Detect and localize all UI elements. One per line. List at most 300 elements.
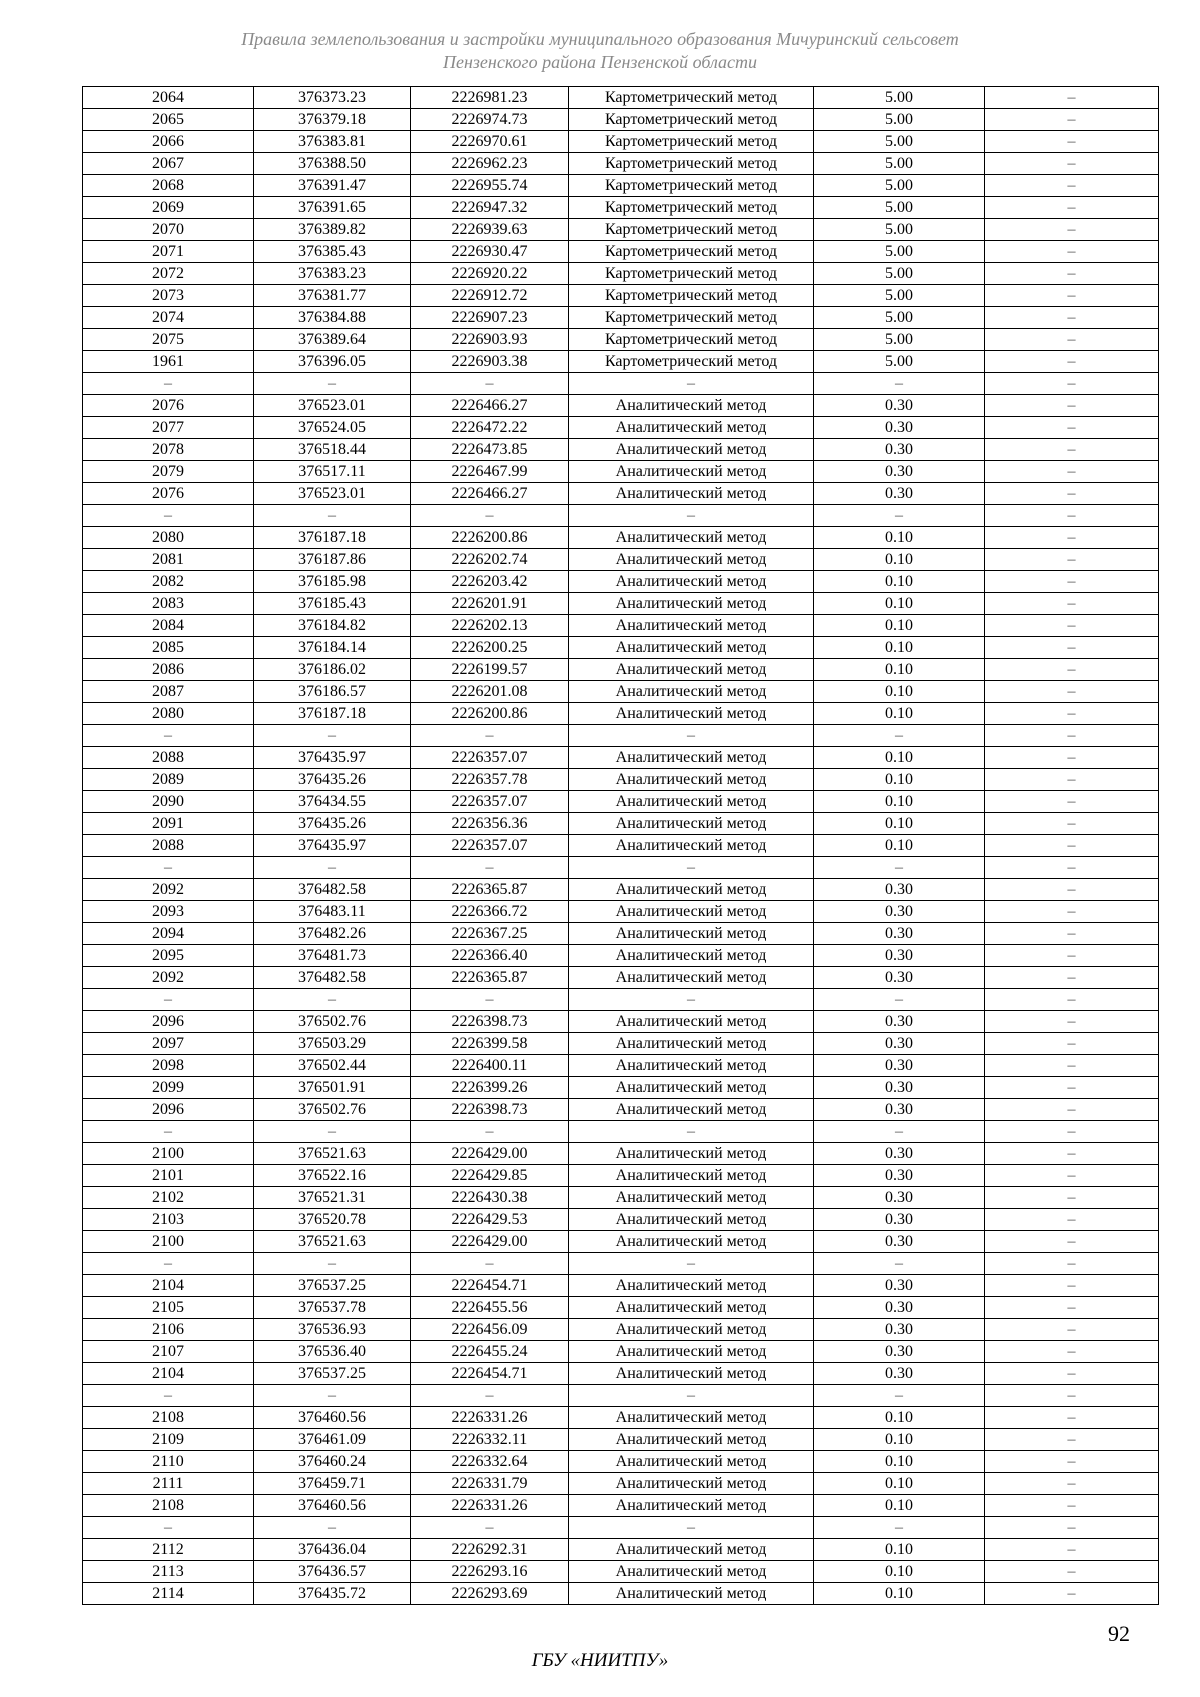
- accuracy-cell: 5.00: [814, 197, 985, 219]
- table-row: [83, 637, 1159, 659]
- note-cell: –: [985, 1275, 1159, 1297]
- accuracy-cell: 0.30: [814, 1099, 985, 1121]
- x-coordinate-cell: 376537.25: [254, 1363, 411, 1385]
- table-row: [83, 1451, 1159, 1473]
- y-coordinate-cell: 2226903.38: [411, 351, 569, 373]
- y-coordinate-cell: –: [411, 1253, 569, 1275]
- x-coordinate-cell: 376518.44: [254, 439, 411, 461]
- table-row: [83, 857, 1159, 879]
- method-cell: Аналитический метод: [569, 813, 814, 835]
- accuracy-cell: 0.30: [814, 1319, 985, 1341]
- method-cell: Аналитический метод: [569, 1473, 814, 1495]
- table-row: [83, 1583, 1159, 1605]
- point-number-cell: 2103: [83, 1209, 254, 1231]
- point-number-cell: –: [83, 373, 254, 395]
- method-cell: Аналитический метод: [569, 1165, 814, 1187]
- table-row: [83, 1275, 1159, 1297]
- accuracy-cell: 0.30: [814, 1341, 985, 1363]
- accuracy-cell: 5.00: [814, 285, 985, 307]
- accuracy-cell: 0.10: [814, 1451, 985, 1473]
- x-coordinate-cell: 376187.18: [254, 527, 411, 549]
- accuracy-cell: 0.10: [814, 703, 985, 725]
- accuracy-cell: 0.30: [814, 901, 985, 923]
- note-cell: –: [985, 659, 1159, 681]
- method-cell: Аналитический метод: [569, 1363, 814, 1385]
- table-row: [83, 505, 1159, 527]
- y-coordinate-cell: 2226429.00: [411, 1143, 569, 1165]
- note-cell: –: [985, 1385, 1159, 1407]
- x-coordinate-cell: 376184.14: [254, 637, 411, 659]
- table-row: [83, 1495, 1159, 1517]
- y-coordinate-cell: 2226332.64: [411, 1451, 569, 1473]
- accuracy-cell: 0.10: [814, 1407, 985, 1429]
- accuracy-cell: 5.00: [814, 307, 985, 329]
- y-coordinate-cell: –: [411, 857, 569, 879]
- method-cell: Аналитический метод: [569, 1297, 814, 1319]
- y-coordinate-cell: 2226331.79: [411, 1473, 569, 1495]
- point-number-cell: 2112: [83, 1539, 254, 1561]
- x-coordinate-cell: 376391.47: [254, 175, 411, 197]
- method-cell: Аналитический метод: [569, 1231, 814, 1253]
- note-cell: –: [985, 175, 1159, 197]
- point-number-cell: 2089: [83, 769, 254, 791]
- y-coordinate-cell: 2226429.00: [411, 1231, 569, 1253]
- accuracy-cell: 5.00: [814, 87, 985, 109]
- x-coordinate-cell: 376523.01: [254, 483, 411, 505]
- table-row: [83, 1165, 1159, 1187]
- point-number-cell: 2100: [83, 1231, 254, 1253]
- accuracy-cell: 0.10: [814, 1539, 985, 1561]
- table-row: [83, 791, 1159, 813]
- table-row: [83, 1341, 1159, 1363]
- note-cell: –: [985, 989, 1159, 1011]
- accuracy-cell: 0.10: [814, 1495, 985, 1517]
- y-coordinate-cell: 2226454.71: [411, 1363, 569, 1385]
- accuracy-cell: 0.10: [814, 637, 985, 659]
- table-row: [83, 417, 1159, 439]
- accuracy-cell: –: [814, 857, 985, 879]
- accuracy-cell: 5.00: [814, 351, 985, 373]
- y-coordinate-cell: 2226962.23: [411, 153, 569, 175]
- header-line-2: Пензенского района Пензенской области: [442, 52, 758, 72]
- accuracy-cell: 0.30: [814, 483, 985, 505]
- method-cell: Аналитический метод: [569, 835, 814, 857]
- y-coordinate-cell: 2226331.26: [411, 1495, 569, 1517]
- point-number-cell: 2073: [83, 285, 254, 307]
- table-row: [83, 153, 1159, 175]
- accuracy-cell: 0.10: [814, 813, 985, 835]
- point-number-cell: 2096: [83, 1099, 254, 1121]
- y-coordinate-cell: 2226293.16: [411, 1561, 569, 1583]
- x-coordinate-cell: 376502.44: [254, 1055, 411, 1077]
- point-number-cell: 2077: [83, 417, 254, 439]
- method-cell: –: [569, 505, 814, 527]
- y-coordinate-cell: 2226199.57: [411, 659, 569, 681]
- note-cell: –: [985, 813, 1159, 835]
- note-cell: –: [985, 1561, 1159, 1583]
- note-cell: –: [985, 131, 1159, 153]
- y-coordinate-cell: 2226202.74: [411, 549, 569, 571]
- table-row: [83, 1473, 1159, 1495]
- accuracy-cell: –: [814, 1121, 985, 1143]
- x-coordinate-cell: 376482.58: [254, 879, 411, 901]
- method-cell: –: [569, 373, 814, 395]
- point-number-cell: 2088: [83, 835, 254, 857]
- accuracy-cell: 0.30: [814, 1165, 985, 1187]
- accuracy-cell: 0.10: [814, 659, 985, 681]
- y-coordinate-cell: 2226357.07: [411, 747, 569, 769]
- accuracy-cell: –: [814, 989, 985, 1011]
- method-cell: Аналитический метод: [569, 1011, 814, 1033]
- table-row: [83, 1231, 1159, 1253]
- note-cell: –: [985, 1341, 1159, 1363]
- point-number-cell: 2071: [83, 241, 254, 263]
- point-number-cell: 2086: [83, 659, 254, 681]
- note-cell: –: [985, 1583, 1159, 1605]
- note-cell: –: [985, 1429, 1159, 1451]
- accuracy-cell: 5.00: [814, 109, 985, 131]
- table-row: [83, 1561, 1159, 1583]
- note-cell: –: [985, 1187, 1159, 1209]
- note-cell: –: [985, 571, 1159, 593]
- y-coordinate-cell: 2226430.38: [411, 1187, 569, 1209]
- table-row: [83, 725, 1159, 747]
- table-row: [83, 571, 1159, 593]
- y-coordinate-cell: 2226366.40: [411, 945, 569, 967]
- y-coordinate-cell: 2226903.93: [411, 329, 569, 351]
- point-number-cell: 2075: [83, 329, 254, 351]
- table-row: [83, 1253, 1159, 1275]
- x-coordinate-cell: –: [254, 1121, 411, 1143]
- table-row: [83, 901, 1159, 923]
- y-coordinate-cell: 2226365.87: [411, 879, 569, 901]
- point-number-cell: 2097: [83, 1033, 254, 1055]
- method-cell: Аналитический метод: [569, 1561, 814, 1583]
- method-cell: –: [569, 1385, 814, 1407]
- method-cell: Аналитический метод: [569, 1495, 814, 1517]
- accuracy-cell: 0.30: [814, 967, 985, 989]
- x-coordinate-cell: 376522.16: [254, 1165, 411, 1187]
- x-coordinate-cell: 376434.55: [254, 791, 411, 813]
- x-coordinate-cell: 376186.02: [254, 659, 411, 681]
- x-coordinate-cell: 376483.11: [254, 901, 411, 923]
- x-coordinate-cell: 376536.40: [254, 1341, 411, 1363]
- accuracy-cell: 5.00: [814, 219, 985, 241]
- page-number: 92: [1108, 1621, 1130, 1646]
- x-coordinate-cell: –: [254, 857, 411, 879]
- method-cell: Аналитический метод: [569, 1077, 814, 1099]
- accuracy-cell: 0.10: [814, 747, 985, 769]
- y-coordinate-cell: 2226332.11: [411, 1429, 569, 1451]
- x-coordinate-cell: 376435.97: [254, 747, 411, 769]
- method-cell: Аналитический метод: [569, 549, 814, 571]
- accuracy-cell: 0.30: [814, 1275, 985, 1297]
- point-number-cell: 2095: [83, 945, 254, 967]
- accuracy-cell: –: [814, 725, 985, 747]
- table-row: [83, 197, 1159, 219]
- y-coordinate-cell: 2226456.09: [411, 1319, 569, 1341]
- page-header: [0, 28, 1200, 74]
- table-row: [83, 1385, 1159, 1407]
- note-cell: –: [985, 285, 1159, 307]
- note-cell: –: [985, 1033, 1159, 1055]
- y-coordinate-cell: 2226292.31: [411, 1539, 569, 1561]
- x-coordinate-cell: 376501.91: [254, 1077, 411, 1099]
- point-number-cell: 2108: [83, 1407, 254, 1429]
- note-cell: –: [985, 747, 1159, 769]
- x-coordinate-cell: 376187.86: [254, 549, 411, 571]
- y-coordinate-cell: 2226974.73: [411, 109, 569, 131]
- note-cell: –: [985, 1407, 1159, 1429]
- y-coordinate-cell: –: [411, 1121, 569, 1143]
- point-number-cell: –: [83, 1121, 254, 1143]
- table-row: [83, 241, 1159, 263]
- table-row: [83, 703, 1159, 725]
- method-cell: Аналитический метод: [569, 1275, 814, 1297]
- accuracy-cell: –: [814, 1253, 985, 1275]
- y-coordinate-cell: 2226367.25: [411, 923, 569, 945]
- accuracy-cell: 0.30: [814, 439, 985, 461]
- point-number-cell: –: [83, 857, 254, 879]
- y-coordinate-cell: 2226466.27: [411, 483, 569, 505]
- y-coordinate-cell: 2226454.71: [411, 1275, 569, 1297]
- point-number-cell: 2082: [83, 571, 254, 593]
- point-number-cell: 2104: [83, 1363, 254, 1385]
- point-number-cell: 2087: [83, 681, 254, 703]
- table-row: [83, 1121, 1159, 1143]
- point-number-cell: 2111: [83, 1473, 254, 1495]
- note-cell: –: [985, 527, 1159, 549]
- method-cell: –: [569, 1253, 814, 1275]
- method-cell: Аналитический метод: [569, 461, 814, 483]
- point-number-cell: 2108: [83, 1495, 254, 1517]
- method-cell: Аналитический метод: [569, 1099, 814, 1121]
- x-coordinate-cell: 376435.97: [254, 835, 411, 857]
- accuracy-cell: 0.30: [814, 1231, 985, 1253]
- note-cell: –: [985, 329, 1159, 351]
- x-coordinate-cell: 376373.23: [254, 87, 411, 109]
- y-coordinate-cell: 2226947.32: [411, 197, 569, 219]
- method-cell: Аналитический метод: [569, 593, 814, 615]
- note-cell: –: [985, 681, 1159, 703]
- y-coordinate-cell: 2226357.07: [411, 835, 569, 857]
- method-cell: Аналитический метод: [569, 1033, 814, 1055]
- x-coordinate-cell: 376396.05: [254, 351, 411, 373]
- coordinates-table-body: [83, 87, 1159, 1605]
- accuracy-cell: 0.10: [814, 571, 985, 593]
- x-coordinate-cell: 376482.26: [254, 923, 411, 945]
- method-cell: Аналитический метод: [569, 527, 814, 549]
- accuracy-cell: –: [814, 505, 985, 527]
- method-cell: Аналитический метод: [569, 703, 814, 725]
- note-cell: –: [985, 1451, 1159, 1473]
- x-coordinate-cell: 376502.76: [254, 1099, 411, 1121]
- point-number-cell: 2068: [83, 175, 254, 197]
- y-coordinate-cell: 2226912.72: [411, 285, 569, 307]
- x-coordinate-cell: 376460.24: [254, 1451, 411, 1473]
- accuracy-cell: 0.30: [814, 1363, 985, 1385]
- accuracy-cell: 0.10: [814, 593, 985, 615]
- point-number-cell: 2067: [83, 153, 254, 175]
- y-coordinate-cell: 2226357.07: [411, 791, 569, 813]
- point-number-cell: –: [83, 989, 254, 1011]
- accuracy-cell: 0.30: [814, 1055, 985, 1077]
- accuracy-cell: 5.00: [814, 263, 985, 285]
- page-footer: ГБУ «НИИТПУ»: [531, 1650, 669, 1671]
- method-cell: Аналитический метод: [569, 879, 814, 901]
- accuracy-cell: 0.30: [814, 879, 985, 901]
- y-coordinate-cell: 2226203.42: [411, 571, 569, 593]
- method-cell: –: [569, 857, 814, 879]
- header-line-1: Правила землепользования и застройки муниципального образования Мичуринский сельсовет: [241, 29, 959, 49]
- method-cell: Картометрический метод: [569, 241, 814, 263]
- point-number-cell: 2110: [83, 1451, 254, 1473]
- table-row: [83, 967, 1159, 989]
- x-coordinate-cell: 376383.23: [254, 263, 411, 285]
- point-number-cell: 2104: [83, 1275, 254, 1297]
- point-number-cell: 1961: [83, 351, 254, 373]
- accuracy-cell: 0.30: [814, 1033, 985, 1055]
- method-cell: Картометрический метод: [569, 153, 814, 175]
- x-coordinate-cell: –: [254, 725, 411, 747]
- x-coordinate-cell: 376186.57: [254, 681, 411, 703]
- y-coordinate-cell: 2226356.36: [411, 813, 569, 835]
- x-coordinate-cell: 376537.78: [254, 1297, 411, 1319]
- table-row: [83, 1429, 1159, 1451]
- accuracy-cell: 5.00: [814, 131, 985, 153]
- table-row: [83, 1209, 1159, 1231]
- y-coordinate-cell: 2226202.13: [411, 615, 569, 637]
- method-cell: Аналитический метод: [569, 769, 814, 791]
- note-cell: –: [985, 835, 1159, 857]
- note-cell: –: [985, 351, 1159, 373]
- note-cell: –: [985, 395, 1159, 417]
- table-row: [83, 659, 1159, 681]
- point-number-cell: 2096: [83, 1011, 254, 1033]
- point-number-cell: 2080: [83, 527, 254, 549]
- table-row: [83, 1187, 1159, 1209]
- method-cell: –: [569, 725, 814, 747]
- method-cell: –: [569, 989, 814, 1011]
- x-coordinate-cell: 376460.56: [254, 1407, 411, 1429]
- x-coordinate-cell: 376383.81: [254, 131, 411, 153]
- x-coordinate-cell: 376391.65: [254, 197, 411, 219]
- x-coordinate-cell: 376185.98: [254, 571, 411, 593]
- method-cell: Аналитический метод: [569, 1143, 814, 1165]
- point-number-cell: 2088: [83, 747, 254, 769]
- x-coordinate-cell: 376436.04: [254, 1539, 411, 1561]
- point-number-cell: 2091: [83, 813, 254, 835]
- table-row: [83, 395, 1159, 417]
- note-cell: –: [985, 1143, 1159, 1165]
- note-cell: –: [985, 879, 1159, 901]
- note-cell: –: [985, 241, 1159, 263]
- point-number-cell: 2064: [83, 87, 254, 109]
- x-coordinate-cell: 376536.93: [254, 1319, 411, 1341]
- coordinates-table: [82, 86, 1159, 1605]
- x-coordinate-cell: 376185.43: [254, 593, 411, 615]
- y-coordinate-cell: 2226466.27: [411, 395, 569, 417]
- y-coordinate-cell: 2226955.74: [411, 175, 569, 197]
- y-coordinate-cell: 2226293.69: [411, 1583, 569, 1605]
- x-coordinate-cell: –: [254, 1517, 411, 1539]
- accuracy-cell: 0.10: [814, 1583, 985, 1605]
- y-coordinate-cell: 2226398.73: [411, 1011, 569, 1033]
- accuracy-cell: 0.10: [814, 549, 985, 571]
- point-number-cell: 2105: [83, 1297, 254, 1319]
- accuracy-cell: 0.30: [814, 1187, 985, 1209]
- accuracy-cell: 0.10: [814, 527, 985, 549]
- note-cell: –: [985, 373, 1159, 395]
- y-coordinate-cell: 2226399.58: [411, 1033, 569, 1055]
- method-cell: Картометрический метод: [569, 263, 814, 285]
- x-coordinate-cell: –: [254, 989, 411, 1011]
- note-cell: –: [985, 307, 1159, 329]
- method-cell: Аналитический метод: [569, 1451, 814, 1473]
- x-coordinate-cell: 376461.09: [254, 1429, 411, 1451]
- note-cell: –: [985, 637, 1159, 659]
- table-row: [83, 1363, 1159, 1385]
- x-coordinate-cell: 376381.77: [254, 285, 411, 307]
- table-row: [83, 1055, 1159, 1077]
- point-number-cell: 2065: [83, 109, 254, 131]
- note-cell: –: [985, 1297, 1159, 1319]
- x-coordinate-cell: 376502.76: [254, 1011, 411, 1033]
- x-coordinate-cell: 376459.71: [254, 1473, 411, 1495]
- point-number-cell: 2083: [83, 593, 254, 615]
- accuracy-cell: 0.30: [814, 1297, 985, 1319]
- point-number-cell: 2114: [83, 1583, 254, 1605]
- method-cell: Аналитический метод: [569, 923, 814, 945]
- note-cell: –: [985, 1517, 1159, 1539]
- method-cell: Картометрический метод: [569, 329, 814, 351]
- method-cell: Картометрический метод: [569, 109, 814, 131]
- table-row: [83, 1539, 1159, 1561]
- method-cell: Аналитический метод: [569, 791, 814, 813]
- accuracy-cell: 0.30: [814, 461, 985, 483]
- point-number-cell: 2069: [83, 197, 254, 219]
- table-row: [83, 1099, 1159, 1121]
- y-coordinate-cell: 2226920.22: [411, 263, 569, 285]
- x-coordinate-cell: 376482.58: [254, 967, 411, 989]
- point-number-cell: 2098: [83, 1055, 254, 1077]
- note-cell: –: [985, 87, 1159, 109]
- method-cell: Аналитический метод: [569, 615, 814, 637]
- y-coordinate-cell: 2226399.26: [411, 1077, 569, 1099]
- point-number-cell: 2079: [83, 461, 254, 483]
- note-cell: –: [985, 725, 1159, 747]
- y-coordinate-cell: 2226467.99: [411, 461, 569, 483]
- accuracy-cell: 0.10: [814, 681, 985, 703]
- accuracy-cell: 0.10: [814, 769, 985, 791]
- method-cell: Аналитический метод: [569, 1055, 814, 1077]
- x-coordinate-cell: –: [254, 373, 411, 395]
- y-coordinate-cell: –: [411, 373, 569, 395]
- x-coordinate-cell: 376384.88: [254, 307, 411, 329]
- accuracy-cell: 0.30: [814, 1209, 985, 1231]
- point-number-cell: 2080: [83, 703, 254, 725]
- table-row: [83, 373, 1159, 395]
- method-cell: Аналитический метод: [569, 1209, 814, 1231]
- y-coordinate-cell: –: [411, 1385, 569, 1407]
- note-cell: –: [985, 1363, 1159, 1385]
- point-number-cell: 2109: [83, 1429, 254, 1451]
- y-coordinate-cell: 2226201.91: [411, 593, 569, 615]
- method-cell: Аналитический метод: [569, 1187, 814, 1209]
- method-cell: Аналитический метод: [569, 1429, 814, 1451]
- note-cell: –: [985, 1495, 1159, 1517]
- accuracy-cell: 0.10: [814, 615, 985, 637]
